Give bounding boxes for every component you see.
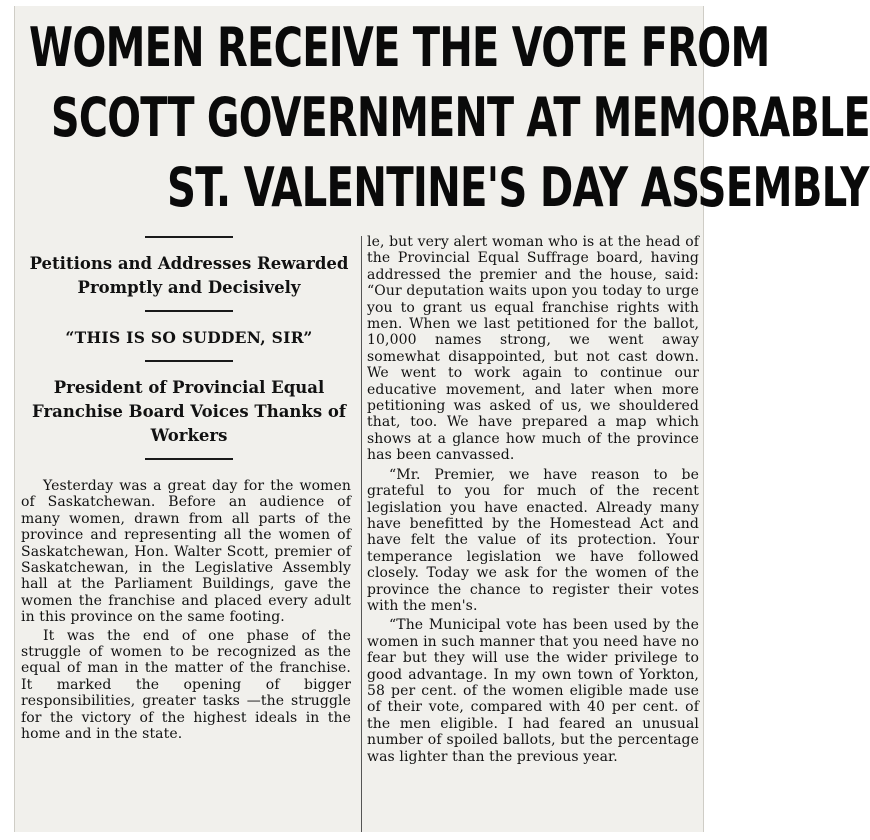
paragraph: Yesterday was a great day for the women of Saskatchewan. Before an audience of many women, drawn from all parts of the province and representing all the women of Saskatchewan, Hon. Walter Scott, premier of Saskatchewan, in the Legislative Assembly hall at the Parliament Buildings, gave the women the franchise and placed every adult in this province on the same footing. — [21, 478, 351, 626]
headline-line-1: WOMEN RECEIVE THE VOTE FROM — [29, 16, 770, 79]
left-column — [21, 236, 357, 745]
paragraph: It was the end of one phase of the struggle of women to be recognized as the equal of man in the matter of the franchise. It marked the opening of bigger responsibilities, greater tasks —the struggle for the victory of the highest ideals in the home and in the state. — [21, 627, 351, 743]
paragraph: “The Municipal vote has been used by the women in such manner that you need have no fear but they will use the wider privilege to good advantage. In my own town of Yorkton, 58 per cent. of the women eligible made use of their vote, compared with 40 per cent. of the men eligible. I had feared an unusual number of spoiled ballots, but the percentage was lighter than the previous year. — [367, 617, 699, 765]
article-body-left — [21, 478, 357, 743]
headline-line-3: ST. VALENTINE'S DAY ASSEMBLY — [167, 156, 869, 219]
paragraph: “Mr. Premier, we have reason to be grateful to you for much of the recent legislation you have enacted. Already many have benefitted by the Homestead Act and have felt the value of its protection. Your temperance legislation we have followed closely. Today we ask for the women of the province the chance to register their votes with the men's. — [367, 466, 699, 614]
divider-rule — [145, 310, 233, 312]
deck-subhead: Petitions and Addresses Rewarded Promptly and Decisively — [29, 254, 349, 297]
divider-rule — [145, 458, 233, 460]
quote-subhead: “THIS IS SO SUDDEN, SIR” — [65, 328, 313, 347]
newspaper-clipping — [14, 6, 870, 832]
column-divider — [361, 236, 362, 832]
right-column — [367, 234, 699, 768]
headline — [15, 12, 870, 226]
divider-rule — [145, 236, 233, 238]
headline-line-2: SCOTT GOVERNMENT AT MEMORABLE — [51, 86, 870, 149]
divider-rule — [145, 360, 233, 362]
deck-subhead-2: President of Provincial Equal Franchise Board Voices Thanks of Workers — [32, 378, 346, 445]
article-body-right — [367, 234, 699, 765]
paragraph: le, but very alert woman who is at the head of the Provincial Equal Suffrage board, having addressed the premier and the house, said: “Our deputation waits upon you today to urge you to grant us equal franchise rights with men. When we last petitioned for the ballot, 10,000 names strong, we went away somewhat disappointed, but not cast down. We went to work again to continue our educative movement, and later when more petitioning was asked of us, we shouldered that, too. We have prepared a map which shows at a glance how much of the province has been canvassed. — [367, 234, 699, 464]
